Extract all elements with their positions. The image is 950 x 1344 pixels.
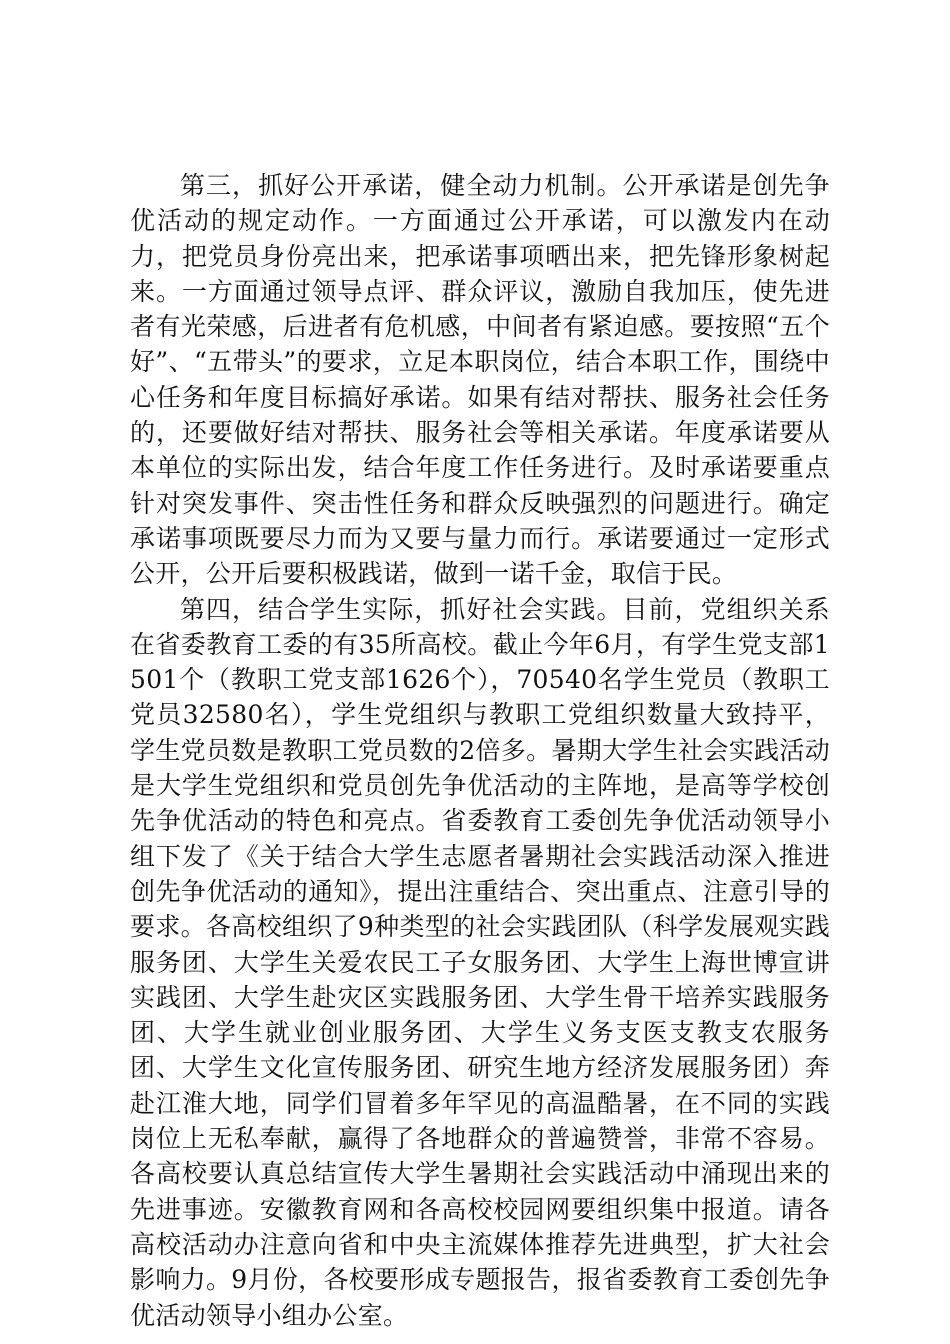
- paragraph-third-point: 第三，抓好公开承诺，健全动力机制。公开承诺是创先争优活动的规定动作。一方面通过公开承诺，可以激发内在动力，把党员身份亮出来，把承诺事项晒出来，把先锋形象树起来。一方面通过领导点评、群众评议，激励自我加压，使先进者有光荣感，后进者有危机感，中间者有紧迫感。要按照“五个好”、“五带头”的要求，立足本职岗位，结合本职工作，围绕中心任务和年度目标搞好承诺。如果有结对帮扶、服务社会任务的，还要做好结对帮扶、服务社会等相关承诺。年度承诺要从本单位的实际出发，结合年度工作任务进行。及时承诺要重点针对突发事件、突击性任务和群众反映强烈的问题进行。确定承诺事项既要尽力而为又要与量力而行。承诺要通过一定形式公开，公开后要积极践诺，做到一诺千金，取信于民。: [130, 171, 830, 589]
- document-body: [130, 168, 830, 1333]
- paragraph-fourth-point: 第四，结合学生实际，抓好社会实践。目前，党组织关系在省委教育工委的有35所高校。截止今年6月，有学生党支部1501个（教职工党支部1626个），70540名学生党员（教职工党员32580名），学生党组织与教职工党组织数量大致持平，学生党员数是教职工党员数的2倍多。暑期大学生社会实践活动是大学生党组织和党员创先争优活动的主阵地，是高等学校创先争优活动的特色和亮点。省委教育工委创先争优活动领导小组下发了《关于结合大学生志愿者暑期社会实践活动深入推进创先争优活动的通知》，提出注重结合、突出重点、注意引导的要求。各高校组织了9种类型的社会实践团队（科学发展观实践服务团、大学生关爱农民工子女服务团、大学生上海世博宣讲实践团、大学生赴灾区实践服务团、大学生骨干培养实践服务团、大学生就业创业服务团、大学生义务支医支教支农服务团、大学生文化宣传服务团、研究生地方经济发展服务团）奔赴江淮大地，同学们冒着多年罕见的高温酷暑，在不同的实践岗位上无私奉献，赢得了各地群众的普遍赞誉，非常不容易。各高校要认真总结宣传大学生暑期社会实践活动中涌现出来的先进事迹。安徽教育网和各高校校园网要组织集中报道。请各高校活动办注意向省和中央主流媒体推荐先进典型，扩大社会影响力。9月份，各校要形成专题报告，报省委教育工委创先争优活动领导小组办公室。: [130, 594, 830, 1330]
